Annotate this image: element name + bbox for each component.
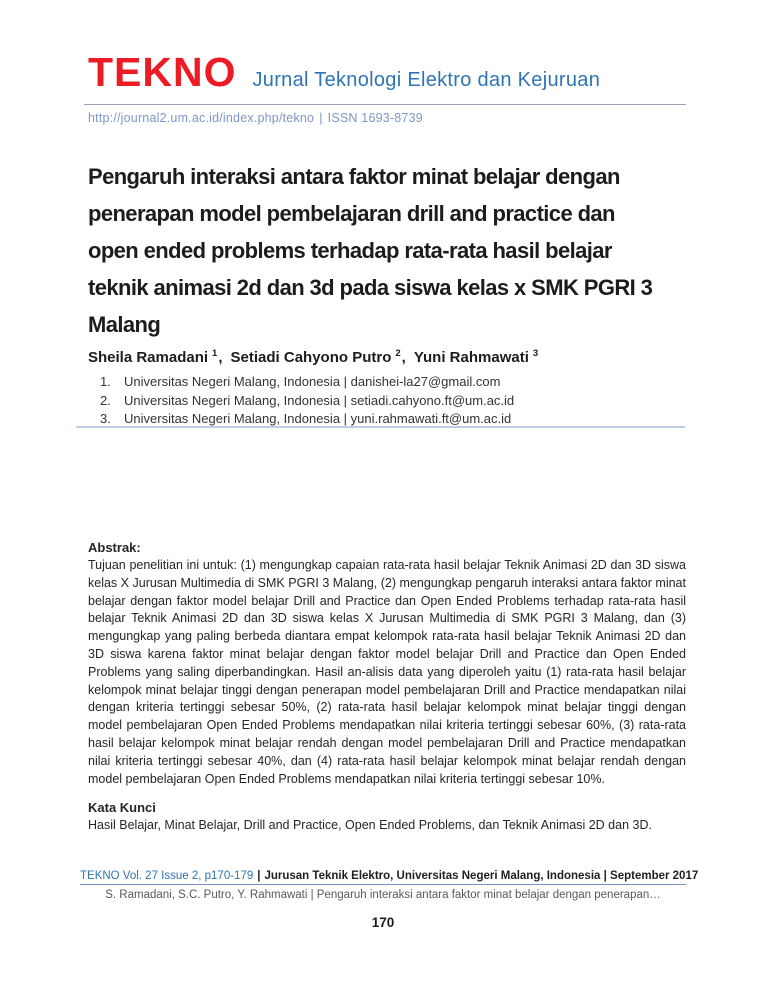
author [88,349,223,366]
article-title-line: teknik animasi 2d dan 3d pada siswa kelas x SMK PGRI 3 [88,275,653,300]
author-affil-marker: 1 [212,348,218,359]
affiliation-list [88,373,688,429]
keywords-body: Hasil Belajar, Minat Belajar, Drill and Practice, Open Ended Problems, dan Teknik Animasi 2D dan 3D. [88,818,652,833]
affiliation-item [88,392,688,411]
footer-publisher-info: Jurusan Teknik Elektro, Universitas Negeri Malang, Indonesia | September 2017 [264,870,699,882]
author-name: Yuni Rahmawati [413,349,529,366]
affiliation-rule [76,426,685,428]
author-name: Sheila Ramadani [88,349,209,366]
author [231,349,406,366]
masthead [88,50,688,94]
keywords-heading: Kata Kunci [88,800,156,816]
author-list [88,348,539,366]
journal-url[interactable]: http://journal2.um.ac.id/index.php/tekno [88,111,315,125]
affiliation-item [88,373,688,392]
footer-citation-line [80,869,699,883]
masthead-rule [84,104,686,105]
footer-divider: | [257,870,261,882]
affiliation-text: Universitas Negeri Malang, Indonesia | danishei-la27@gmail.com [124,374,501,389]
affiliation-number: 1. [100,374,111,389]
url-separator: | [319,111,323,125]
article-title-line: open ended problems terhadap rata-rata hasil belajar [88,238,612,263]
affiliation-text: Universitas Negeri Malang, Indonesia | yuni.rahmawati.ft@um.ac.id [124,411,512,426]
author-affil-marker: 2 [395,348,401,359]
footer-issue-info: TEKNO Vol. 27 Issue 2, p170-179 [80,870,254,882]
author-affil-marker: 3 [532,348,539,359]
journal-issn: ISSN 1693-8739 [327,111,423,125]
article-title-line: Malang [88,312,161,337]
journal-logo: TEKNO [88,49,237,95]
affiliation-text: Universitas Negeri Malang, Indonesia | setiadi.cahyono.ft@um.ac.id [124,392,515,408]
journal-url-line [88,111,423,125]
affiliation-number: 2. [100,392,111,408]
abstract-heading: Abstrak: [88,540,141,555]
abstract-body: Tujuan penelitian ini untuk: (1) mengungkap capaian rata-rata hasil belajar Teknik Animasi 2D dan 3D siswa kelas X Jurusan Multimedia di SMK PGRI 3 Malang, (2) mengungkap pengaruh interaksi antara faktor minat belajar dengan faktor model belajar Drill and Practice dan Open Ended Problems terhadap rata-rata hasil belajar Teknik Animasi 2D dan 3D siswa kelas X Jurusan Multimedia di SMK PGRI 3 Malang, dan (3) mengungkap yang paling berbeda diantara empat kelompok rata-rata hasil belajar Teknik Animasi 2D dan 3D siswa karena faktor minat belajar dengan faktor model belajar Drill and Practice dan Open Ended Problems yang saling diperbandingkan. Hasil an-alisis data yang diperoleh yaitu (1) rata-rata hasil belajar kelompok minat belajar tinggi dengan penerapan model pembelajaran Drill and Practice mendapatkan nilai dengan kriteria tertinggi sebesar 50%, (2) rata-rata hasil belajar kelompok minat belajar tinggi dengan model pembelajaran Open Ended Problems mendapatkan nilai kriteria tertinggi sebesar 60%, (3) rata-rata hasil belajar kelompok minat belajar rendah dengan model pembelajaran Drill and Practice mendapatkan nilai kriteria tertinggi sebesar 40%, dan (4) rata-rata hasil belajar kelompok minat belajar rendah dengan model pembelajaran Open Ended Problems mendapatkan nilai kriteria tertinggi sebesar 10%. [88,558,686,786]
article-title [88,158,698,343]
page-number: 170 [371,915,395,930]
author-separator: , [401,349,406,366]
abstract-section [88,538,686,835]
footer-running-head: S. Ramadani, S.C. Putro, Y. Rahmawati | Pengaruh interaksi antara faktor minat belajar dengan penerapan… [105,889,661,901]
author-name: Setiadi Cahyono Putro [230,349,392,366]
author [414,349,539,366]
affiliation-number: 3. [100,411,111,426]
author-separator: , [218,349,223,366]
journal-subtitle: Jurnal Teknologi Elektro dan Kejuruan [252,69,601,91]
article-title-line: penerapan model pembelajaran drill and practice dan [88,201,615,226]
article-title-line: Pengaruh interaksi antara faktor minat belajar dengan [88,164,620,189]
footer-rule [80,884,686,885]
